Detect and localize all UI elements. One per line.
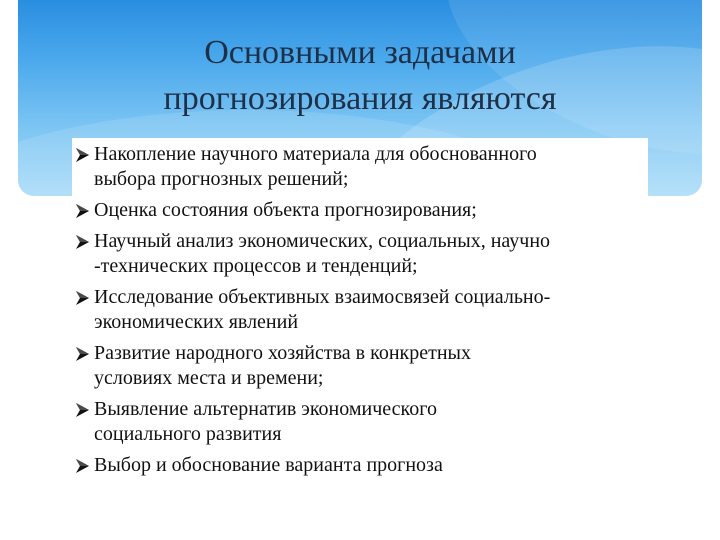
arrow-bullet-icon <box>74 203 90 219</box>
bullet-text-line-2: выбора прогнозных решений; <box>94 168 349 190</box>
bullet-text-line-1: Развитие народного хозяйства в конкретных <box>94 342 471 364</box>
bullet-item <box>74 229 674 279</box>
bullet-text-line-1: Выбор и обоснование варианта прогноза <box>94 454 443 476</box>
slide-title-line-2: прогнозирования являются <box>163 80 557 117</box>
bullet-text-line-1: Научный анализ экономических, социальных, научно <box>94 230 551 252</box>
arrow-bullet-icon <box>74 234 90 250</box>
bullet-text-line-1: Выявление альтернатив экономического <box>94 398 437 420</box>
bullet-text-line-2: социального развития <box>94 423 282 445</box>
arrow-bullet-icon <box>74 290 90 306</box>
bullet-text-line-2: условиях места и времени; <box>94 367 324 389</box>
bullet-item <box>74 341 674 391</box>
arrow-bullet-icon <box>74 402 90 418</box>
bullet-item <box>74 397 674 447</box>
bullet-list <box>74 142 674 484</box>
slide-title-line-1: Основными задачами <box>204 34 516 71</box>
bullet-text-line-2: экономических явлений <box>94 311 299 333</box>
bullet-item <box>74 285 674 335</box>
bullet-text-line-2: -технических процессов и тенденций; <box>94 255 418 277</box>
bullet-text-line-1: Накопление научного материала для обоснованного <box>94 143 537 165</box>
arrow-bullet-icon <box>74 346 90 362</box>
bullet-item <box>74 453 674 478</box>
slide-title <box>18 30 702 122</box>
arrow-bullet-icon <box>74 458 90 474</box>
bullet-text-line-1: Исследование объективных взаимосвязей социально- <box>94 286 551 308</box>
bullet-item <box>74 198 674 223</box>
bullet-item <box>74 142 674 192</box>
bullet-text-line-1: Оценка состояния объекта прогнозирования; <box>94 199 477 221</box>
arrow-bullet-icon <box>74 147 90 163</box>
